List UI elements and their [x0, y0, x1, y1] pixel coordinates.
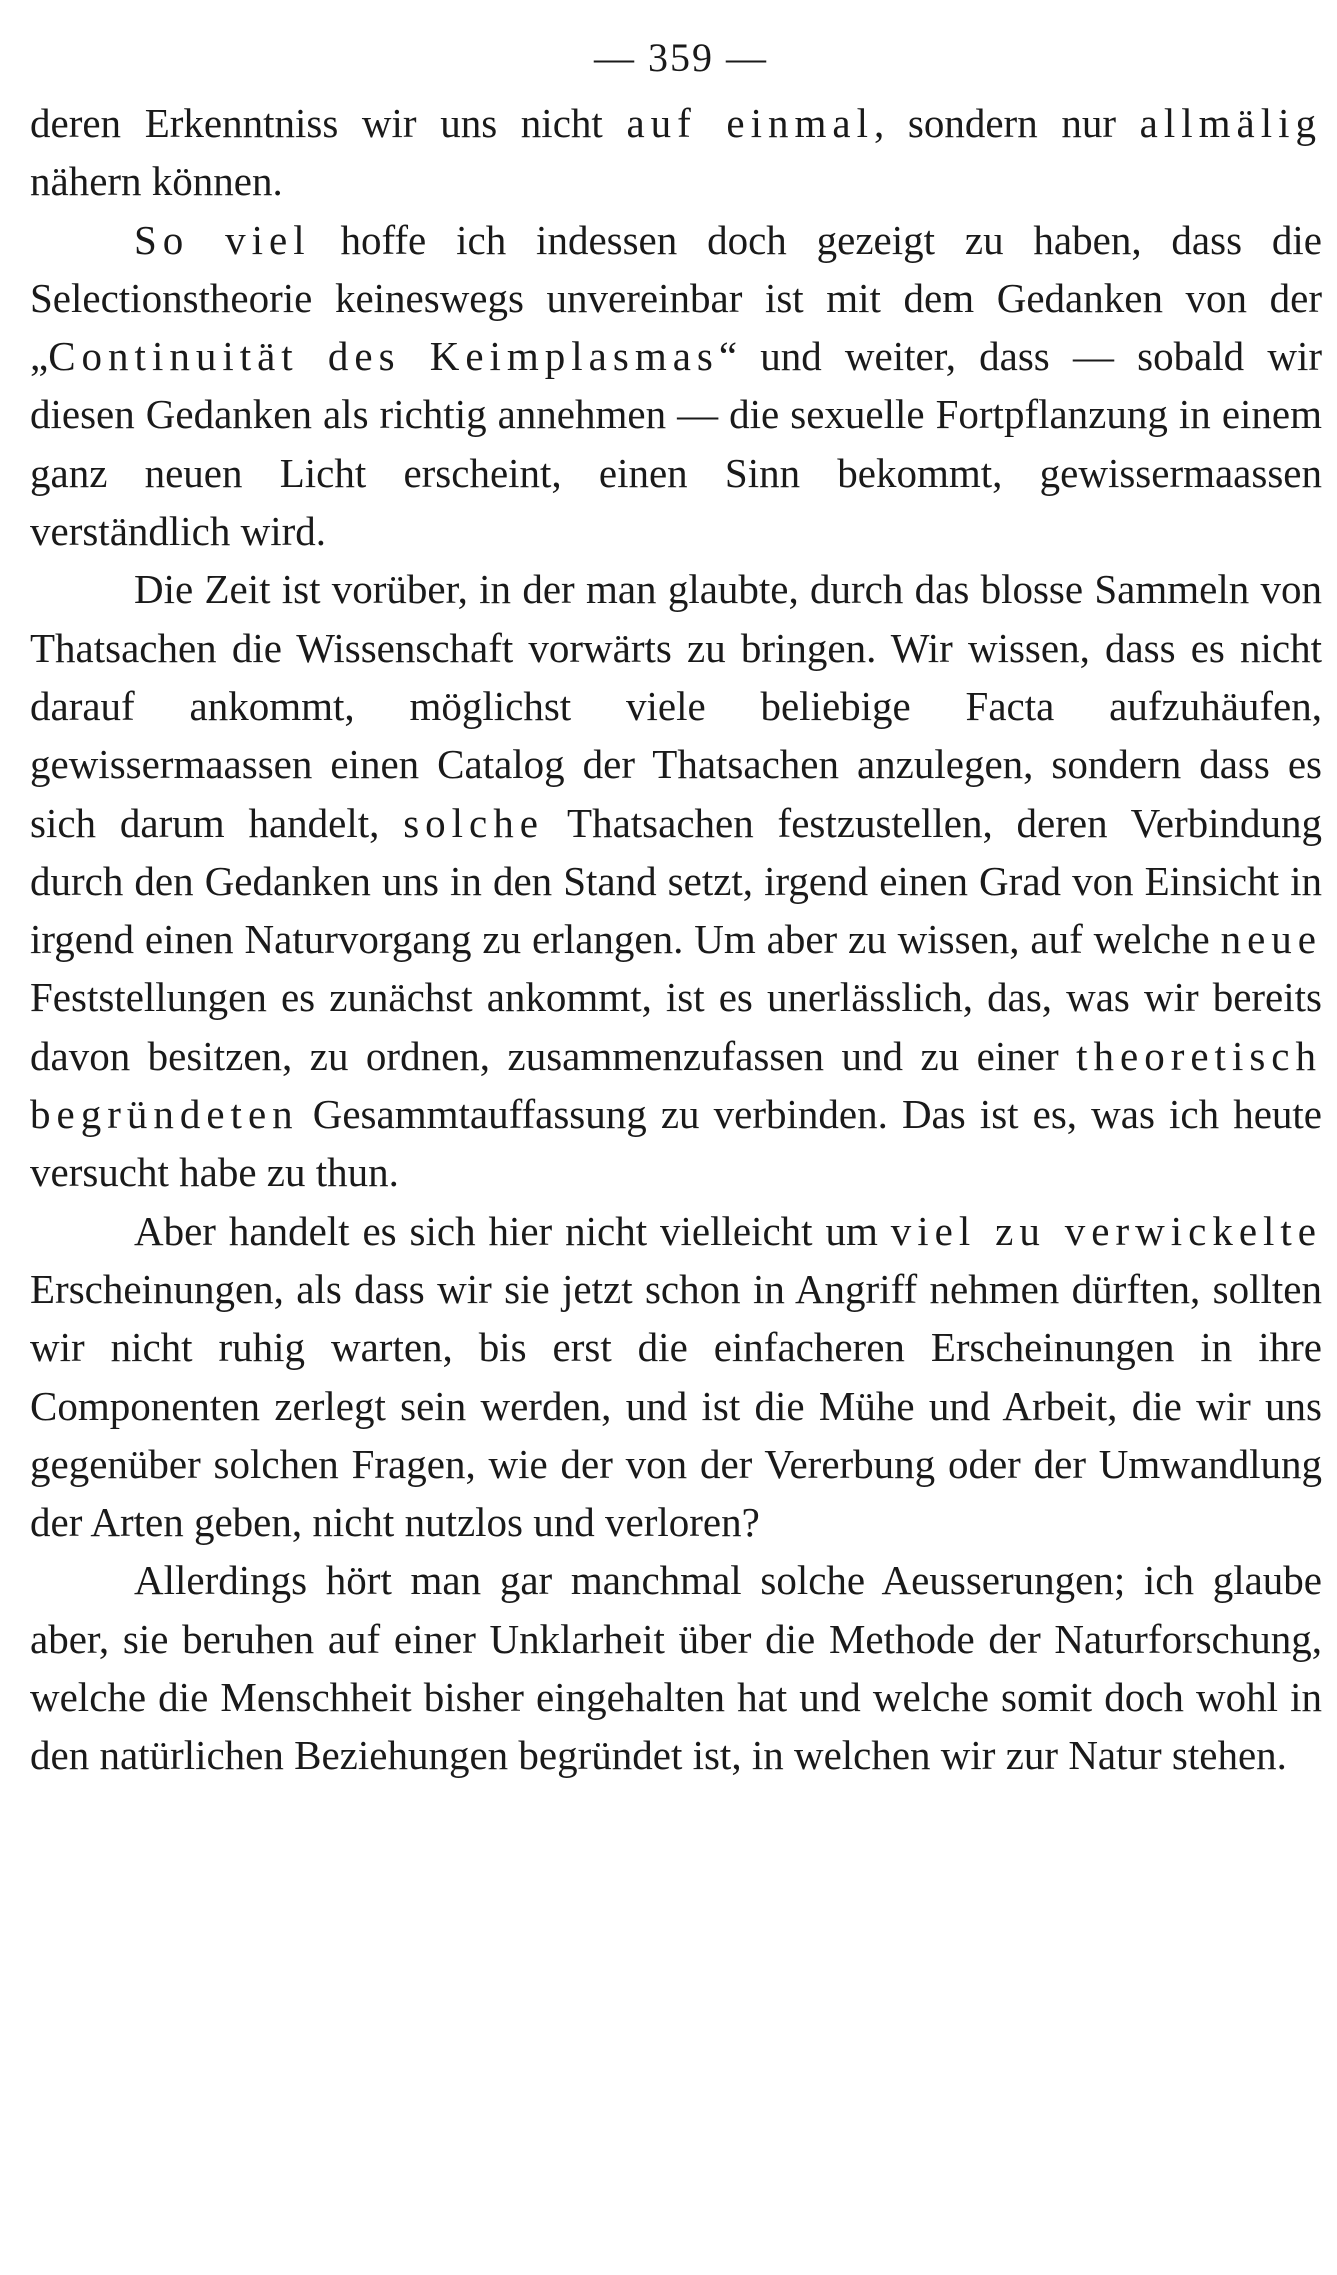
text-run: Thatsachen festzustellen, deren Verbindung durch den Gedanken uns in den Stand setzt, irgend einen Grad von Einsicht in irgend einen Naturvorgang zu erlangen. Um aber zu wissen, auf welche: [30, 799, 1322, 963]
emphasized-text: viel zu verwickelte: [890, 1207, 1323, 1254]
paragraph: [30, 94, 1322, 211]
text-run: deren Erkenntniss wir uns nicht: [30, 100, 627, 146]
text-run: Gesammtauffassung zu verbinden. Das ist es, was ich heute versucht habe zu thun.: [30, 1091, 1322, 1196]
text-run: Allerdings hört man gar manchmal solche Aeusserungen; ich glaube aber, sie beruhen auf einer Unklarheit über die Methode der Naturforschung, welche die Menschheit bisher eingehalten hat und welche somit doch wohl in den natürlichen Beziehungen begründet ist, in welchen wir zur Natur stehen.: [30, 1557, 1322, 1779]
emphasized-text: So viel: [134, 216, 311, 263]
text-run: hoffe ich indessen doch gezeigt zu haben, dass die Selectionstheorie keineswegs unvereinbar ist mit dem Gedanken von der „: [30, 216, 1322, 380]
emphasized-text: allmälig: [1139, 100, 1322, 146]
body-text: [30, 94, 1322, 1785]
text-run: , sondern nur: [874, 100, 1140, 146]
text-run: Aber handelt es sich hier nicht vielleicht um: [134, 1207, 891, 1254]
emphasized-text: theoretisch begründeten: [30, 1032, 1322, 1138]
paragraph: [30, 211, 1322, 561]
emphasized-text: neue: [1220, 916, 1322, 963]
text-run: “ und weiter, dass — sobald wir diesen Gedanken als richtig annehmen — die sexuelle Fortpflanzung in einem ganz neuen Licht erscheint, einen Sinn bekommt, gewissermaassen verständlich wird.: [30, 333, 1322, 555]
text-run: Feststellungen es zunächst ankommt, ist es unerlässlich, das, was wir bereits davon besitzen, zu ordnen, zusammenzufassen und zu einer: [30, 974, 1322, 1079]
paragraph: [30, 1202, 1322, 1552]
emphasized-text: solche: [403, 799, 544, 846]
paragraph: [30, 560, 1322, 1201]
text-run: Erscheinungen, als dass wir sie jetzt schon in Angriff nehmen dürften, sollten wir nicht ruhig warten, bis erst die einfacheren Erscheinungen in ihre Componenten zerlegt sein werden, und ist die Mühe und Arbeit, die wir uns gegenüber solchen Fragen, wie der von der Vererbung oder der Umwandlung der Arten geben, nicht nutzlos und verloren?: [30, 1265, 1322, 1546]
book-page: [30, 30, 1322, 2260]
emphasized-text: auf einmal: [626, 100, 874, 146]
text-run: nähern können.: [30, 158, 283, 205]
text-run: Die Zeit ist vorüber, in der man glaubte, durch das blosse Sammeln von Thatsachen die Wissenschaft vorwärts zu bringen. Wir wissen, dass es nicht darauf ankommt, möglichst viele beliebige Facta aufzuhäufen, gewissermaassen einen Catalog der Thatsachen anzulegen, sondern dass es sich darum handelt,: [30, 566, 1322, 846]
emphasized-text: Continuität des Keimplasmas: [48, 333, 719, 380]
page-number: — 359 —: [594, 35, 768, 80]
paragraph: [30, 1551, 1322, 1784]
